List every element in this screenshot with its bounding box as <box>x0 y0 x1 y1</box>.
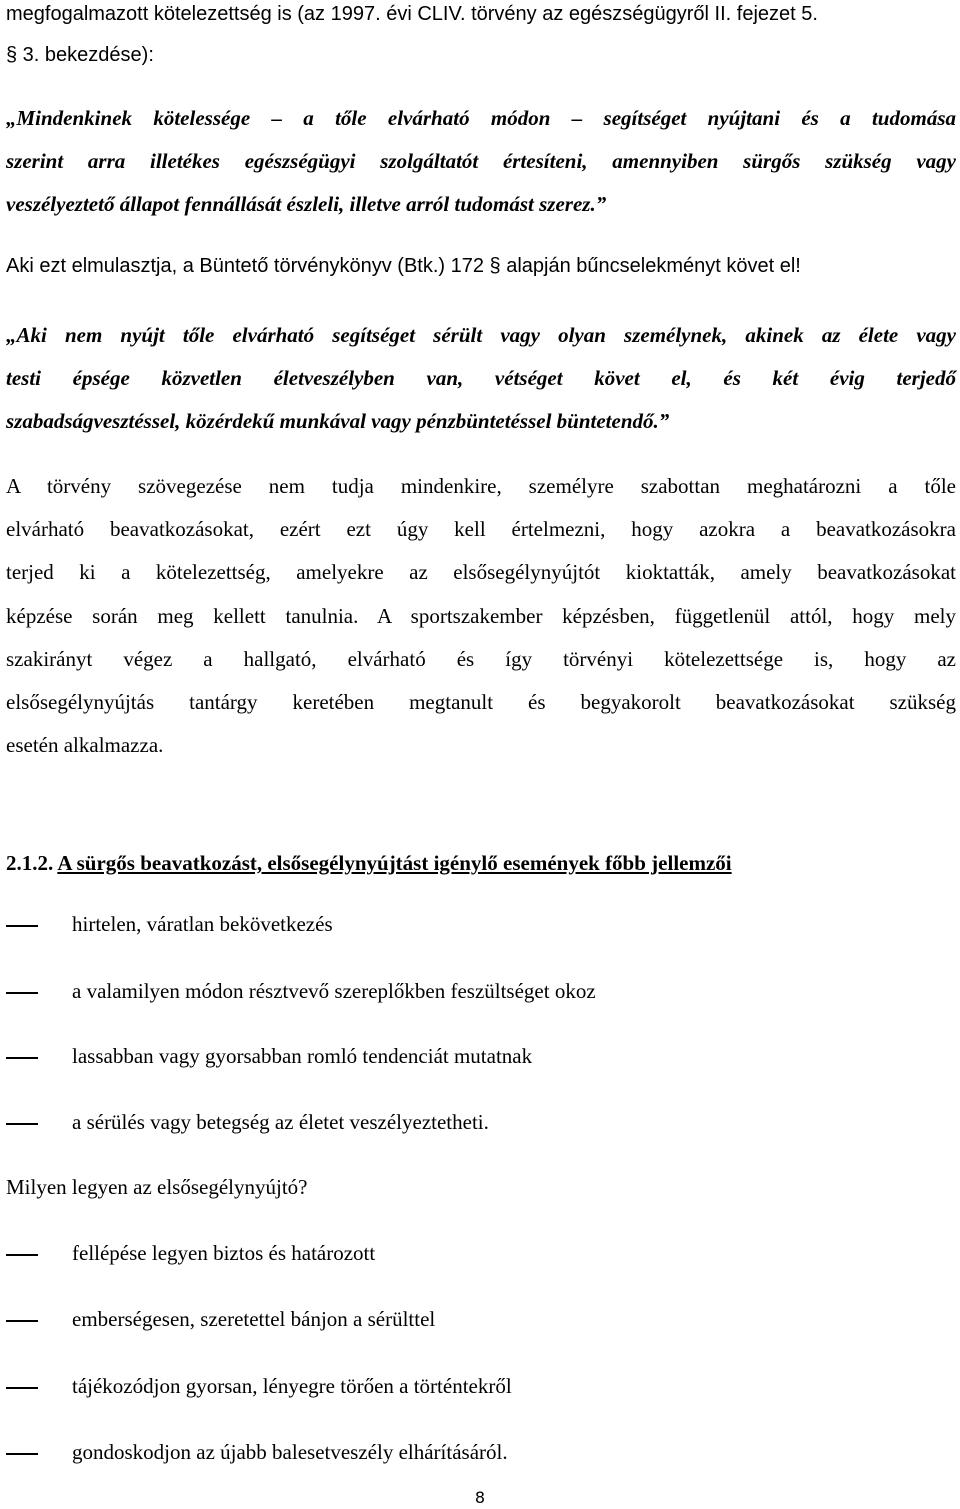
dash-bullet-icon <box>6 1387 38 1389</box>
btk-line: Aki ezt elmulasztja, a Büntető törvénykönyv (Btk.) 172 § alapján bűncselekményt követ el! <box>6 255 801 277</box>
list-item-text: emberségesen, szeretettel bánjon a sérülttel <box>72 1307 436 1331</box>
dash-bullet-icon <box>6 1254 38 1256</box>
list-item-text: tájékozódjon gyorsan, lényegre törően a történtekről <box>72 1374 512 1398</box>
section-number: 2.1.2. <box>6 851 54 875</box>
list-item-text: a sérülés vagy betegség az életet veszélyeztetheti. <box>72 1110 489 1134</box>
list-item-text: a valamilyen módon résztvevő szereplőkben feszültséget okoz <box>72 979 596 1003</box>
question-line: Milyen legyen az elsősegélynyújtó? <box>6 1175 308 1199</box>
dash-bullet-icon <box>6 1057 38 1059</box>
paragraph-line-7: esetén alkalmazza. <box>6 733 164 757</box>
intro-line-2: § 3. bekezdése): <box>6 44 154 66</box>
quote-1-line-3: veszélyeztető állapot fennállását észleli, illetve arról tudomást szerez.” <box>6 192 607 216</box>
quote-2-line-2: testi épsége közvetlen életveszélyben van, vétséget követ el, és két évig terjedő <box>6 366 956 390</box>
dash-bullet-icon <box>6 1320 38 1322</box>
paragraph-line-4: képzése során meg kellett tanulnia. A sportszakember képzésben, függetlenül attól, hogy mely <box>6 604 956 628</box>
quote-2-line-3: szabadságvesztéssel, közérdekű munkával vagy pénzbüntetéssel büntetendő.” <box>6 409 670 433</box>
list-item-text: gondoskodjon az újabb balesetveszély elhárításáról. <box>72 1440 508 1464</box>
dash-bullet-icon <box>6 925 38 927</box>
dash-bullet-icon <box>6 992 38 994</box>
quote-1-line-1: „Mindenkinek kötelessége – a tőle elvárható módon – segítséget nyújtani és a tudomása <box>6 106 956 130</box>
intro-line-1: megfogalmazott kötelezettség is (az 1997. évi CLIV. törvény az egészségügyről II. fejezet 5. <box>6 3 818 25</box>
list-item-text: fellépése legyen biztos és határozott <box>72 1241 376 1265</box>
paragraph-line-2: elvárható beavatkozásokat, ezért ezt úgy kell értelmezni, hogy azokra a beavatkozásokra <box>6 517 956 541</box>
paragraph-line-5: szakirányt végez a hallgató, elvárható és így törvényi kötelezettsége is, hogy az <box>6 647 956 671</box>
page-number: 8 <box>474 1488 486 1507</box>
quote-2-line-1: „Aki nem nyújt tőle elvárható segítséget sérült vagy olyan személynek, akinek az élete vagy <box>6 323 956 347</box>
quote-1-line-2: szerint arra illetékes egészségügyi szolgáltatót értesíteni, amennyiben sürgős szükség vagy <box>6 149 956 173</box>
paragraph-line-3: terjed ki a kötelezettség, amelyekre az elsősegélynyújtót kioktatták, amely beavatkozásokat <box>6 560 956 584</box>
paragraph-line-1: A törvény szövegezése nem tudja mindenkire, személyre szabottan meghatározni a tőle <box>6 474 956 498</box>
list-item-text: hirtelen, váratlan bekövetkezés <box>72 912 333 936</box>
section-heading <box>6 842 956 886</box>
section-title: A sürgős beavatkozást, elsősegélynyújtást igénylő események főbb jellemzői <box>57 851 732 875</box>
dash-bullet-icon <box>6 1123 38 1125</box>
dash-bullet-icon <box>6 1453 38 1455</box>
list-item-text: lassabban vagy gyorsabban romló tendenciát mutatnak <box>72 1044 533 1068</box>
paragraph-line-6: elsősegélynyújtás tantárgy keretében megtanult és begyakorolt beavatkozásokat szükség <box>6 690 956 714</box>
